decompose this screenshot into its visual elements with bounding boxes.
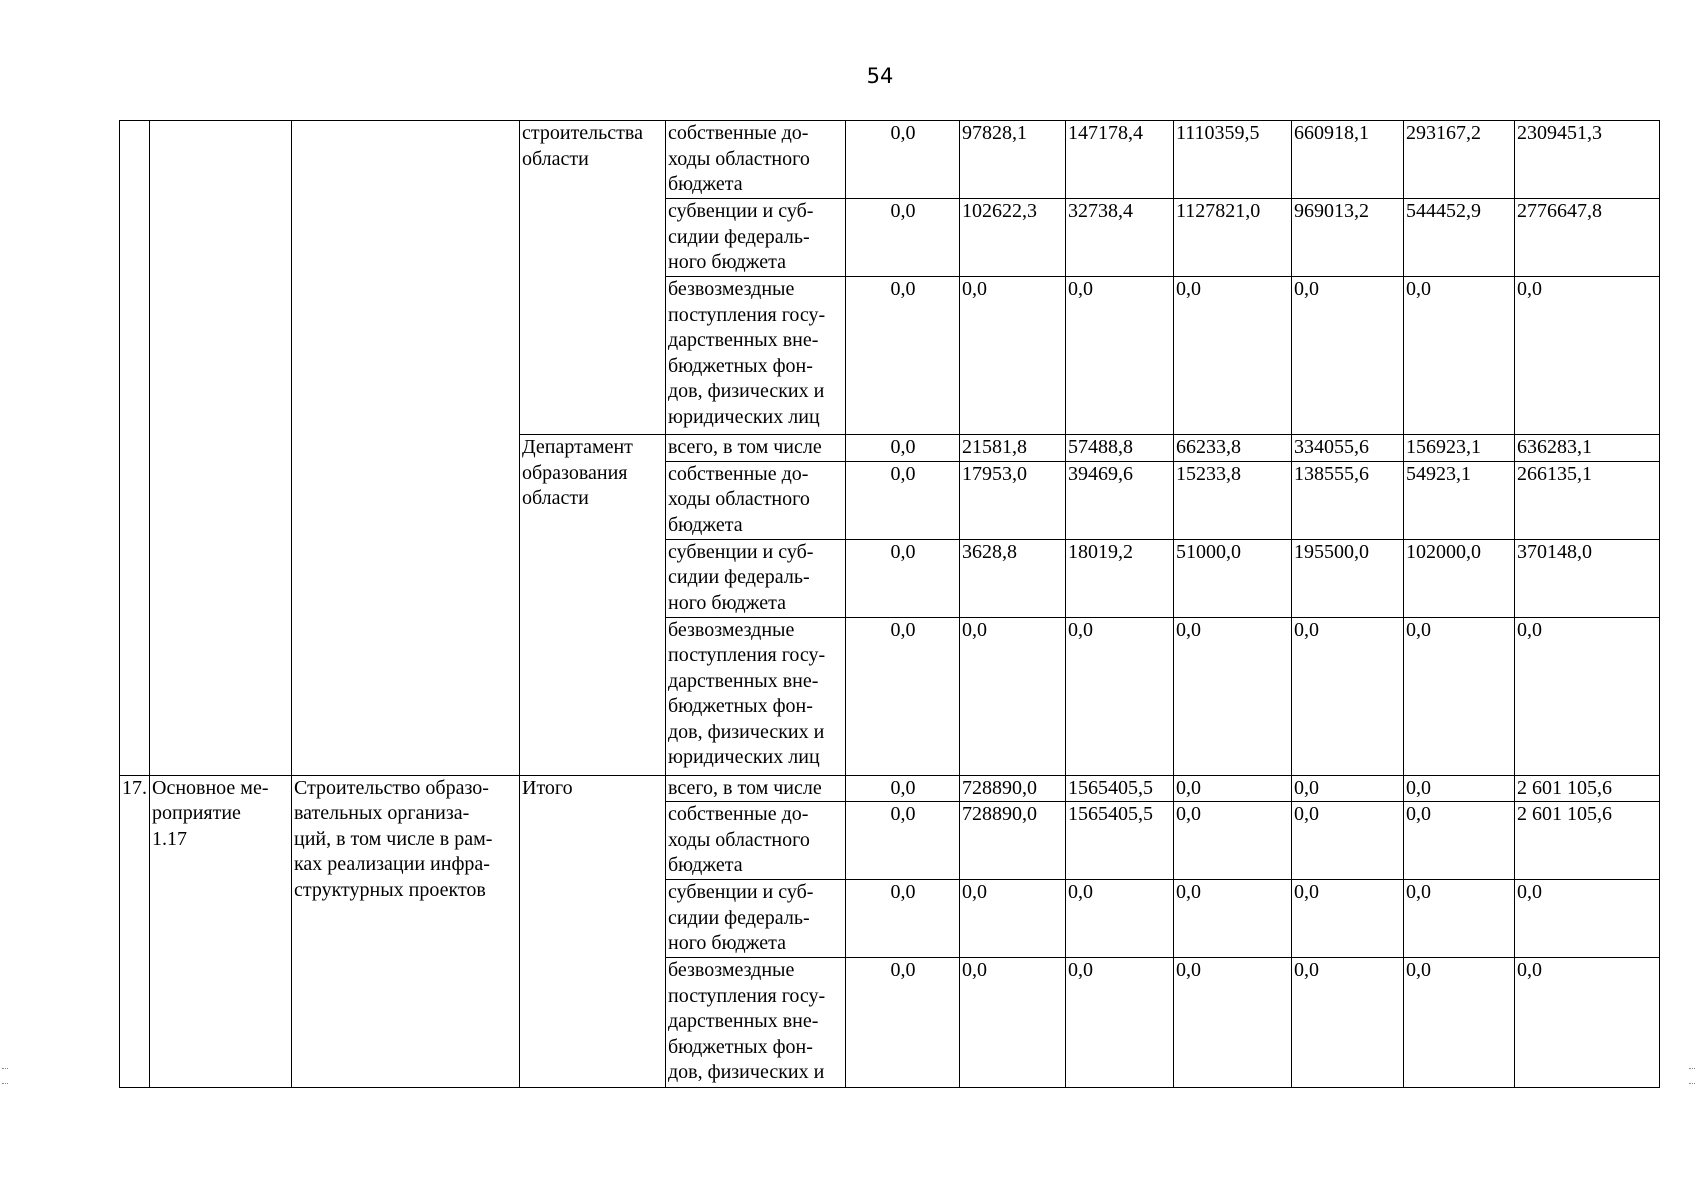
executor-cell bbox=[520, 775, 666, 1088]
table-row bbox=[120, 121, 1660, 199]
value-cell: 2309451,3 bbox=[1515, 121, 1660, 199]
value-cell: 66233,8 bbox=[1174, 435, 1292, 462]
value-cell: 636283,1 bbox=[1515, 435, 1660, 462]
value-cell: 156923,1 bbox=[1404, 435, 1515, 462]
value-cell: 3628,8 bbox=[960, 539, 1066, 617]
value-cell: 2 601 105,6 bbox=[1515, 775, 1660, 802]
value-cell: 544452,9 bbox=[1404, 199, 1515, 277]
funding-source-cell bbox=[666, 617, 846, 775]
page-number: 54 bbox=[866, 64, 894, 88]
value-cell: 0,0 bbox=[846, 539, 960, 617]
value-cell: 0,0 bbox=[1404, 775, 1515, 802]
funding-source-text: собственные до- ходы областного бюджета bbox=[668, 122, 810, 195]
funding-source-text: субвенции и суб- сидии федераль- ного бюджета bbox=[668, 200, 814, 273]
value-cell: 370148,0 bbox=[1515, 539, 1660, 617]
value-cell: 39469,6 bbox=[1066, 461, 1174, 539]
value-cell: 51000,0 bbox=[1174, 539, 1292, 617]
value-cell: 0,0 bbox=[1174, 802, 1292, 880]
value-cell: 195500,0 bbox=[1292, 539, 1404, 617]
value-cell: 0,0 bbox=[1404, 802, 1515, 880]
row-number-cell: 17. bbox=[120, 775, 150, 1088]
table-row bbox=[120, 775, 1660, 802]
funding-source-cell bbox=[666, 461, 846, 539]
funding-source-text: безвозмездные поступления госу- дарственных вне- бюджетных фон- дов, физических и юридических лиц bbox=[668, 618, 826, 768]
executor-cell bbox=[520, 121, 666, 435]
value-cell: 0,0 bbox=[1292, 277, 1404, 435]
value-cell: 0,0 bbox=[1174, 958, 1292, 1088]
funding-source-cell bbox=[666, 802, 846, 880]
value-cell: 0,0 bbox=[1066, 277, 1174, 435]
funding-source-cell bbox=[666, 958, 846, 1088]
value-cell: 0,0 bbox=[1066, 958, 1174, 1088]
value-cell: 17953,0 bbox=[960, 461, 1066, 539]
funding-source-cell bbox=[666, 775, 846, 802]
value-cell: 0,0 bbox=[846, 775, 960, 802]
funding-source-cell bbox=[666, 539, 846, 617]
value-cell: 0,0 bbox=[1404, 617, 1515, 775]
funding-source-text: собственные до- ходы областного бюджета bbox=[668, 803, 810, 876]
funding-source-cell bbox=[666, 435, 846, 462]
value-cell: 32738,4 bbox=[1066, 199, 1174, 277]
executor-text: строительства области bbox=[522, 122, 643, 170]
value-cell: 0,0 bbox=[1515, 617, 1660, 775]
value-cell: 0,0 bbox=[1174, 617, 1292, 775]
value-cell: 1565405,5 bbox=[1066, 775, 1174, 802]
value-cell: 0,0 bbox=[960, 617, 1066, 775]
event-name-text: Основное ме- роприятие 1.17 bbox=[152, 776, 269, 850]
funding-source-text: собственные до- ходы областного бюджета bbox=[668, 462, 810, 536]
executor-text: Департамент образования области bbox=[522, 436, 633, 509]
value-cell: 0,0 bbox=[1292, 802, 1404, 880]
value-cell: 0,0 bbox=[960, 958, 1066, 1088]
value-cell: 728890,0 bbox=[960, 802, 1066, 880]
value-cell: 0,0 bbox=[1174, 880, 1292, 958]
value-cell: 0,0 bbox=[846, 802, 960, 880]
funding-source-cell bbox=[666, 880, 846, 958]
value-cell: 102000,0 bbox=[1404, 539, 1515, 617]
value-cell: 0,0 bbox=[846, 277, 960, 435]
value-cell: 0,0 bbox=[846, 435, 960, 462]
value-cell: 0,0 bbox=[1404, 880, 1515, 958]
funding-source-text: всего, в том числе bbox=[668, 436, 822, 458]
funding-source-text: субвенции и суб- сидии федераль- ного бюджета bbox=[668, 881, 814, 954]
value-cell: 2776647,8 bbox=[1515, 199, 1660, 277]
funding-source-cell bbox=[666, 277, 846, 435]
event-name-cell bbox=[150, 121, 292, 776]
value-cell: 15233,8 bbox=[1174, 461, 1292, 539]
funding-source-cell bbox=[666, 121, 846, 199]
value-cell: 0,0 bbox=[960, 277, 1066, 435]
value-cell: 102622,3 bbox=[960, 199, 1066, 277]
budget-table bbox=[119, 120, 1660, 1088]
executor-text: Итого bbox=[522, 776, 573, 799]
event-description-cell bbox=[292, 775, 520, 1088]
event-name-cell bbox=[150, 775, 292, 1088]
value-cell: 1127821,0 bbox=[1174, 199, 1292, 277]
value-cell: 57488,8 bbox=[1066, 435, 1174, 462]
value-cell: 21581,8 bbox=[960, 435, 1066, 462]
value-cell: 0,0 bbox=[846, 958, 960, 1088]
value-cell: 660918,1 bbox=[1292, 121, 1404, 199]
value-cell: 1110359,5 bbox=[1174, 121, 1292, 199]
value-cell: 0,0 bbox=[1292, 958, 1404, 1088]
executor-cell bbox=[520, 435, 666, 776]
value-cell: 0,0 bbox=[846, 121, 960, 199]
value-cell: 0,0 bbox=[1292, 617, 1404, 775]
funding-source-text: безвозмездные поступления госу- дарственных вне- бюджетных фон- дов, физических и bbox=[668, 959, 826, 1083]
value-cell: 334055,6 bbox=[1292, 435, 1404, 462]
scan-edge-mark bbox=[2, 1068, 8, 1084]
value-cell: 0,0 bbox=[1174, 775, 1292, 802]
value-cell: 0,0 bbox=[1066, 617, 1174, 775]
value-cell: 0,0 bbox=[1066, 880, 1174, 958]
value-cell: 0,0 bbox=[1404, 958, 1515, 1088]
funding-source-text: безвозмездные поступления госу- дарственных вне- бюджетных фон- дов, физических и юридических лиц bbox=[668, 278, 826, 428]
value-cell: 969013,2 bbox=[1292, 199, 1404, 277]
value-cell: 0,0 bbox=[846, 880, 960, 958]
funding-source-text: всего, в том числе bbox=[668, 776, 822, 799]
value-cell: 0,0 bbox=[1174, 277, 1292, 435]
value-cell: 0,0 bbox=[1292, 775, 1404, 802]
value-cell: 0,0 bbox=[1404, 277, 1515, 435]
value-cell: 0,0 bbox=[846, 461, 960, 539]
value-cell: 0,0 bbox=[1515, 880, 1660, 958]
value-cell: 18019,2 bbox=[1066, 539, 1174, 617]
scan-edge-mark bbox=[1689, 1068, 1695, 1084]
value-cell: 54923,1 bbox=[1404, 461, 1515, 539]
value-cell: 0,0 bbox=[960, 880, 1066, 958]
value-cell: 147178,4 bbox=[1066, 121, 1174, 199]
row-number-cell bbox=[120, 121, 150, 776]
event-description-text: Строительство образо- вательных организа- ций, в том числе в рам- ках реализации инфра- структурных проектов bbox=[294, 776, 493, 901]
value-cell: 2 601 105,6 bbox=[1515, 802, 1660, 880]
value-cell: 0,0 bbox=[846, 617, 960, 775]
value-cell: 293167,2 bbox=[1404, 121, 1515, 199]
value-cell: 0,0 bbox=[1515, 277, 1660, 435]
value-cell: 138555,6 bbox=[1292, 461, 1404, 539]
value-cell: 0,0 bbox=[1515, 958, 1660, 1088]
value-cell: 266135,1 bbox=[1515, 461, 1660, 539]
funding-source-text: субвенции и суб- сидии федераль- ного бюджета bbox=[668, 540, 814, 614]
funding-source-cell bbox=[666, 199, 846, 277]
value-cell: 728890,0 bbox=[960, 775, 1066, 802]
event-description-cell bbox=[292, 121, 520, 776]
value-cell: 1565405,5 bbox=[1066, 802, 1174, 880]
value-cell: 97828,1 bbox=[960, 121, 1066, 199]
value-cell: 0,0 bbox=[846, 199, 960, 277]
value-cell: 0,0 bbox=[1292, 880, 1404, 958]
